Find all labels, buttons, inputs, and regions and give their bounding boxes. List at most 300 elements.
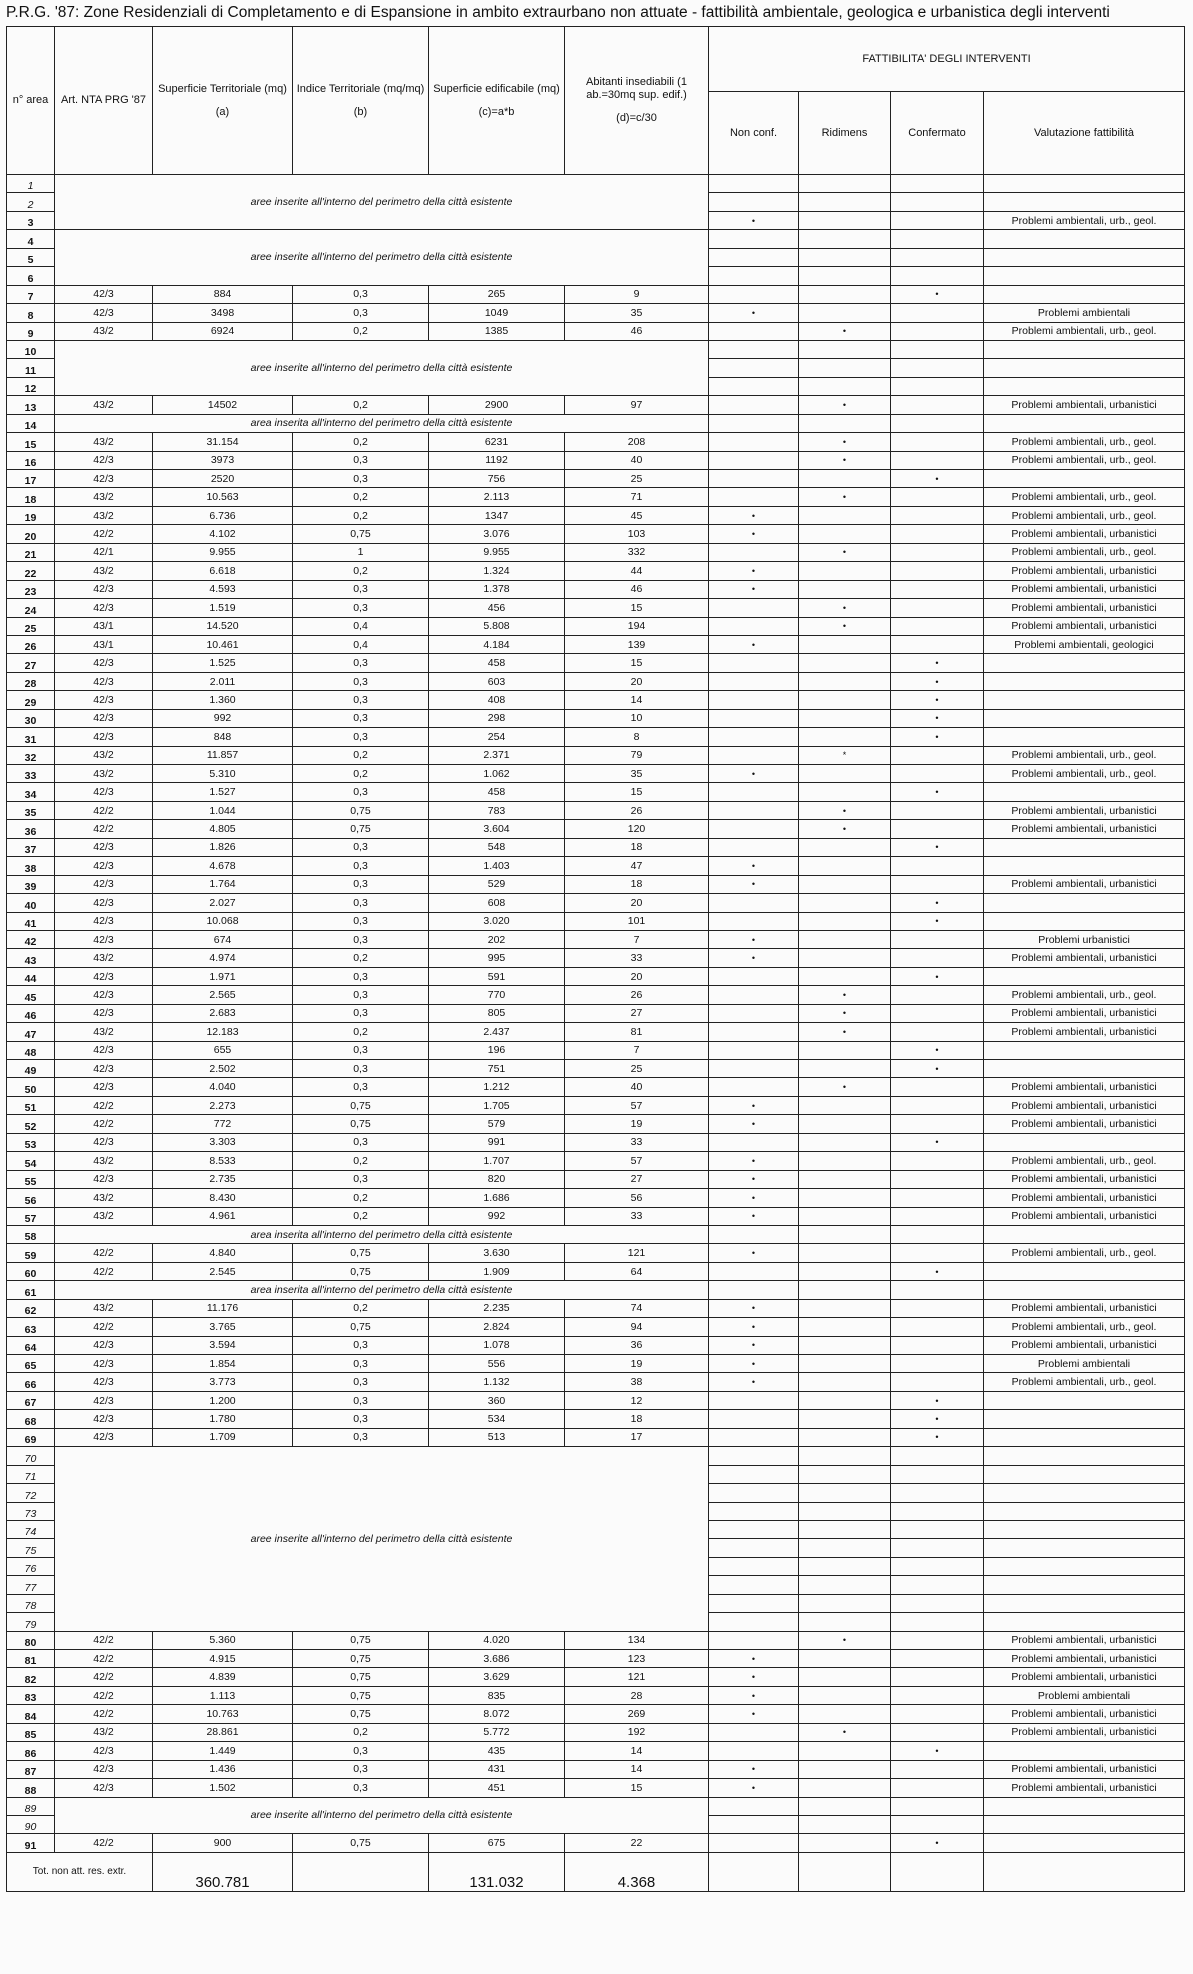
sup-edificabile-cell: 820	[429, 1170, 565, 1188]
valutazione-cell	[984, 1613, 1185, 1631]
art-nta-cell: 42/3	[55, 599, 153, 617]
sup-territoriale-cell: 1.502	[153, 1779, 293, 1797]
art-nta-cell: 42/3	[55, 783, 153, 801]
sup-territoriale-cell: 2.502	[153, 1060, 293, 1078]
header-indice-label: Indice Territoriale (mq/mq)	[296, 82, 425, 95]
table-row	[7, 1355, 1185, 1373]
ridimens-mark	[799, 1557, 891, 1575]
non-conf-mark	[709, 894, 799, 912]
indice-cell: 0,3	[293, 1410, 429, 1428]
valutazione-cell: Problemi ambientali, urbanistici	[984, 525, 1185, 543]
indice-cell: 0,3	[293, 857, 429, 875]
art-nta-cell: 43/2	[55, 1023, 153, 1041]
ridimens-mark	[799, 1189, 891, 1207]
indice-cell: 0,3	[293, 728, 429, 746]
table-body	[7, 175, 1185, 1853]
non-conf-mark	[709, 470, 799, 488]
sup-territoriale-cell: 772	[153, 1115, 293, 1133]
area-number: 55	[7, 1170, 55, 1188]
area-number: 52	[7, 1115, 55, 1133]
ridimens-mark	[799, 414, 891, 432]
sup-territoriale-cell: 9.955	[153, 543, 293, 561]
sup-territoriale-cell: 10.763	[153, 1705, 293, 1723]
sup-territoriale-cell: 1.519	[153, 599, 293, 617]
valutazione-cell	[984, 1742, 1185, 1760]
abitanti-cell: 81	[565, 1023, 709, 1041]
area-number: 89	[7, 1797, 55, 1815]
indice-cell: 0,2	[293, 488, 429, 506]
area-number: 87	[7, 1760, 55, 1778]
confermato-mark: •	[891, 912, 984, 930]
art-nta-cell: 42/3	[55, 1170, 153, 1188]
non-conf-mark: •	[709, 1668, 799, 1686]
confermato-mark	[891, 488, 984, 506]
art-nta-cell: 42/2	[55, 1705, 153, 1723]
totals-sup-territoriale: 360.781	[153, 1852, 293, 1891]
sup-territoriale-cell: 1.854	[153, 1355, 293, 1373]
sup-edificabile-cell: 1192	[429, 451, 565, 469]
valutazione-cell	[984, 1465, 1185, 1483]
indice-cell: 0,75	[293, 1686, 429, 1704]
area-number: 31	[7, 728, 55, 746]
valutazione-cell	[984, 1133, 1185, 1151]
confermato-mark: •	[891, 1410, 984, 1428]
sup-territoriale-cell: 2.683	[153, 1004, 293, 1022]
confermato-mark: •	[891, 967, 984, 985]
confermato-mark	[891, 193, 984, 211]
valutazione-cell: Problemi ambientali, urb., geol.	[984, 746, 1185, 764]
ridimens-mark	[799, 470, 891, 488]
ridimens-mark	[799, 1779, 891, 1797]
indice-cell: 0,3	[293, 1355, 429, 1373]
header-sup-territoriale-label: Superficie Territoriale (mq)	[158, 82, 287, 95]
table-row	[7, 1410, 1185, 1428]
confermato-mark: •	[891, 285, 984, 303]
confermato-mark	[891, 1594, 984, 1612]
table-row	[7, 433, 1185, 451]
confermato-mark	[891, 543, 984, 561]
sup-territoriale-cell: 2.545	[153, 1262, 293, 1280]
abitanti-cell: 46	[565, 322, 709, 340]
table-row	[7, 1686, 1185, 1704]
data-table	[6, 26, 1185, 1892]
non-conf-mark	[709, 1465, 799, 1483]
header-sup-edif-sub: (c)=a*b	[478, 105, 515, 118]
art-nta-cell: 42/2	[55, 1115, 153, 1133]
header-indice-territoriale	[293, 27, 429, 175]
area-number: 61	[7, 1281, 55, 1299]
valutazione-cell: Problemi ambientali, urbanistici	[984, 1760, 1185, 1778]
non-conf-mark: •	[709, 1760, 799, 1778]
art-nta-cell: 42/3	[55, 1355, 153, 1373]
confermato-mark: •	[891, 783, 984, 801]
non-conf-mark: •	[709, 506, 799, 524]
sup-territoriale-cell: 1.780	[153, 1410, 293, 1428]
confermato-mark	[891, 1613, 984, 1631]
confermato-mark	[891, 211, 984, 229]
non-conf-mark: •	[709, 580, 799, 598]
table-row	[7, 304, 1185, 322]
ridimens-mark	[799, 1281, 891, 1299]
abitanti-cell: 7	[565, 930, 709, 948]
ridimens-mark	[799, 1650, 891, 1668]
ridimens-mark: •	[799, 820, 891, 838]
indice-cell: 0,2	[293, 562, 429, 580]
valutazione-cell	[984, 912, 1185, 930]
area-number: 14	[7, 414, 55, 432]
indice-cell: 0,3	[293, 1041, 429, 1059]
table-row	[7, 765, 1185, 783]
area-number: 34	[7, 783, 55, 801]
sup-territoriale-cell: 4.839	[153, 1668, 293, 1686]
art-nta-cell: 42/1	[55, 543, 153, 561]
art-nta-cell: 42/3	[55, 728, 153, 746]
valutazione-cell: Problemi ambientali, urb., geol.	[984, 322, 1185, 340]
art-nta-cell: 43/2	[55, 949, 153, 967]
abitanti-cell: 94	[565, 1318, 709, 1336]
area-number: 33	[7, 765, 55, 783]
sup-territoriale-cell: 4.974	[153, 949, 293, 967]
table-row	[7, 488, 1185, 506]
area-number: 2	[7, 193, 55, 211]
area-number: 35	[7, 801, 55, 819]
area-number: 86	[7, 1742, 55, 1760]
confermato-mark: •	[891, 470, 984, 488]
sup-territoriale-cell: 3.765	[153, 1318, 293, 1336]
valutazione-cell: Problemi ambientali, urbanistici	[984, 1705, 1185, 1723]
indice-cell: 0,2	[293, 1152, 429, 1170]
area-number: 11	[7, 359, 55, 377]
valutazione-cell	[984, 654, 1185, 672]
sup-territoriale-cell: 10.068	[153, 912, 293, 930]
abitanti-cell: 40	[565, 1078, 709, 1096]
sup-territoriale-cell: 2.565	[153, 986, 293, 1004]
valutazione-cell: Problemi ambientali, urbanistici	[984, 1078, 1185, 1096]
area-number: 25	[7, 617, 55, 635]
area-number: 7	[7, 285, 55, 303]
indice-cell: 0,3	[293, 304, 429, 322]
non-conf-mark: •	[709, 949, 799, 967]
sup-territoriale-cell: 2.027	[153, 894, 293, 912]
confermato-mark	[891, 1189, 984, 1207]
non-conf-mark	[709, 672, 799, 690]
confermato-mark	[891, 230, 984, 248]
area-number: 81	[7, 1650, 55, 1668]
sup-edificabile-cell: 3.076	[429, 525, 565, 543]
abitanti-cell: 35	[565, 765, 709, 783]
art-nta-cell: 42/3	[55, 285, 153, 303]
table-row	[7, 635, 1185, 653]
confermato-mark: •	[891, 1391, 984, 1409]
sup-territoriale-cell: 4.678	[153, 857, 293, 875]
sup-edificabile-cell: 783	[429, 801, 565, 819]
header-sup-edif-label: Superficie edificabile (mq)	[433, 82, 560, 95]
table-row	[7, 1004, 1185, 1022]
sup-edificabile-cell: 451	[429, 1779, 565, 1797]
art-nta-cell: 42/3	[55, 930, 153, 948]
non-conf-mark	[709, 1078, 799, 1096]
non-conf-mark	[709, 1502, 799, 1520]
confermato-mark	[891, 1557, 984, 1575]
abitanti-cell: 15	[565, 1779, 709, 1797]
valutazione-cell: Problemi ambientali, geologici	[984, 635, 1185, 653]
confermato-mark	[891, 1502, 984, 1520]
sup-edificabile-cell: 6231	[429, 433, 565, 451]
confermato-mark	[891, 875, 984, 893]
area-number: 39	[7, 875, 55, 893]
non-conf-mark	[709, 1428, 799, 1446]
table-row	[7, 801, 1185, 819]
art-nta-cell: 42/3	[55, 875, 153, 893]
non-conf-mark	[709, 1262, 799, 1280]
art-nta-cell: 42/3	[55, 1760, 153, 1778]
header-valutazione: Valutazione fattibilità	[984, 92, 1185, 175]
valutazione-cell	[984, 1447, 1185, 1465]
indice-cell: 0,2	[293, 1207, 429, 1225]
art-nta-cell: 42/3	[55, 1742, 153, 1760]
ridimens-mark	[799, 1613, 891, 1631]
ridimens-mark	[799, 340, 891, 358]
ridimens-mark	[799, 248, 891, 266]
table-row	[7, 930, 1185, 948]
indice-cell: 0,2	[293, 1723, 429, 1741]
ridimens-mark	[799, 1668, 891, 1686]
area-number: 10	[7, 340, 55, 358]
sup-territoriale-cell: 3.594	[153, 1336, 293, 1354]
non-conf-mark: •	[709, 1207, 799, 1225]
confermato-mark	[891, 1152, 984, 1170]
table-row	[7, 875, 1185, 893]
abitanti-cell: 120	[565, 820, 709, 838]
ridimens-mark	[799, 377, 891, 395]
valutazione-cell	[984, 1520, 1185, 1538]
sup-edificabile-cell: 548	[429, 838, 565, 856]
table-row	[7, 986, 1185, 1004]
ridimens-mark	[799, 1318, 891, 1336]
table-row	[7, 1779, 1185, 1797]
abitanti-cell: 12	[565, 1391, 709, 1409]
indice-cell: 0,75	[293, 1834, 429, 1852]
valutazione-cell: Problemi ambientali, urbanistici	[984, 1115, 1185, 1133]
indice-cell: 0,75	[293, 1115, 429, 1133]
valutazione-cell	[984, 1225, 1185, 1243]
ridimens-mark	[799, 267, 891, 285]
sup-territoriale-cell: 884	[153, 285, 293, 303]
art-nta-cell: 42/2	[55, 801, 153, 819]
art-nta-cell: 42/3	[55, 451, 153, 469]
valutazione-cell: Problemi ambientali, urbanistici	[984, 1779, 1185, 1797]
ridimens-mark	[799, 783, 891, 801]
table-row	[7, 175, 1185, 193]
sup-edificabile-cell: 196	[429, 1041, 565, 1059]
table-row	[7, 599, 1185, 617]
valutazione-cell: Problemi ambientali, urbanistici	[984, 617, 1185, 635]
art-nta-cell: 43/2	[55, 1189, 153, 1207]
table-row	[7, 1152, 1185, 1170]
non-conf-mark	[709, 1723, 799, 1741]
non-conf-mark	[709, 1742, 799, 1760]
ridimens-mark	[799, 1742, 891, 1760]
sup-territoriale-cell: 3.303	[153, 1133, 293, 1151]
indice-cell: 0,3	[293, 709, 429, 727]
ridimens-mark	[799, 1244, 891, 1262]
non-conf-mark: •	[709, 1650, 799, 1668]
indice-cell: 0,3	[293, 1133, 429, 1151]
sup-territoriale-cell: 6924	[153, 322, 293, 340]
valutazione-cell: Problemi ambientali	[984, 1355, 1185, 1373]
valutazione-cell	[984, 470, 1185, 488]
indice-cell: 0,3	[293, 599, 429, 617]
art-nta-cell: 42/3	[55, 709, 153, 727]
indice-cell: 0,2	[293, 1299, 429, 1317]
valutazione-cell: Problemi ambientali, urbanistici	[984, 1189, 1185, 1207]
area-number: 27	[7, 654, 55, 672]
abitanti-cell: 9	[565, 285, 709, 303]
confermato-mark: •	[891, 1041, 984, 1059]
area-number: 44	[7, 967, 55, 985]
area-number: 17	[7, 470, 55, 488]
totals-abitanti: 4.368	[565, 1852, 709, 1891]
valutazione-cell	[984, 894, 1185, 912]
valutazione-cell	[984, 1576, 1185, 1594]
table-row	[7, 1133, 1185, 1151]
sup-territoriale-cell: 2.273	[153, 1096, 293, 1114]
area-number: 50	[7, 1078, 55, 1096]
abitanti-cell: 15	[565, 654, 709, 672]
sup-edificabile-cell: 1.132	[429, 1373, 565, 1391]
indice-cell: 0,3	[293, 838, 429, 856]
header-abitanti-sub: (d)=c/30	[616, 112, 657, 124]
sup-edificabile-cell: 2.824	[429, 1318, 565, 1336]
area-number: 80	[7, 1631, 55, 1649]
abitanti-cell: 47	[565, 857, 709, 875]
sup-territoriale-cell: 1.113	[153, 1686, 293, 1704]
confermato-mark	[891, 433, 984, 451]
ridimens-mark	[799, 1096, 891, 1114]
art-nta-cell: 43/2	[55, 488, 153, 506]
non-conf-mark	[709, 654, 799, 672]
non-conf-mark	[709, 1060, 799, 1078]
art-nta-cell: 42/2	[55, 1631, 153, 1649]
abitanti-cell: 19	[565, 1115, 709, 1133]
indice-cell: 0,3	[293, 1428, 429, 1446]
indice-cell: 0,2	[293, 765, 429, 783]
confermato-mark	[891, 1004, 984, 1022]
valutazione-cell	[984, 1834, 1185, 1852]
indice-cell: 0,4	[293, 617, 429, 635]
table-row	[7, 1631, 1185, 1649]
ridimens-mark	[799, 1520, 891, 1538]
valutazione-cell: Problemi ambientali, urbanistici	[984, 396, 1185, 414]
confermato-mark: •	[891, 728, 984, 746]
art-nta-cell: 42/3	[55, 672, 153, 690]
art-nta-cell: 43/2	[55, 562, 153, 580]
area-number: 70	[7, 1447, 55, 1465]
area-number: 40	[7, 894, 55, 912]
confermato-mark: •	[891, 691, 984, 709]
sup-territoriale-cell: 6.618	[153, 562, 293, 580]
abitanti-cell: 36	[565, 1336, 709, 1354]
sup-territoriale-cell: 31.154	[153, 433, 293, 451]
non-conf-mark	[709, 1281, 799, 1299]
confermato-mark	[891, 1631, 984, 1649]
sup-territoriale-cell: 3498	[153, 304, 293, 322]
art-nta-cell: 42/2	[55, 1262, 153, 1280]
area-number: 16	[7, 451, 55, 469]
sup-edificabile-cell: 529	[429, 875, 565, 893]
indice-cell: 0,3	[293, 1078, 429, 1096]
confermato-mark: •	[891, 709, 984, 727]
sup-edificabile-cell: 298	[429, 709, 565, 727]
table-row	[7, 1078, 1185, 1096]
confermato-mark	[891, 377, 984, 395]
non-conf-mark	[709, 801, 799, 819]
indice-cell: 0,3	[293, 1760, 429, 1778]
sup-edificabile-cell: 2900	[429, 396, 565, 414]
valutazione-cell	[984, 1391, 1185, 1409]
confermato-mark: •	[891, 1742, 984, 1760]
confermato-mark	[891, 1207, 984, 1225]
ridimens-mark	[799, 580, 891, 598]
indice-cell: 0,3	[293, 691, 429, 709]
non-conf-mark	[709, 820, 799, 838]
abitanti-cell: 44	[565, 562, 709, 580]
non-conf-mark	[709, 1576, 799, 1594]
art-nta-cell: 43/2	[55, 746, 153, 764]
area-number: 56	[7, 1189, 55, 1207]
non-conf-mark	[709, 267, 799, 285]
area-number: 24	[7, 599, 55, 617]
table-row	[7, 580, 1185, 598]
valutazione-cell	[984, 1539, 1185, 1557]
table-row	[7, 967, 1185, 985]
ridimens-mark	[799, 1060, 891, 1078]
area-number: 18	[7, 488, 55, 506]
sup-territoriale-cell: 848	[153, 728, 293, 746]
valutazione-cell	[984, 857, 1185, 875]
ridimens-mark	[799, 1355, 891, 1373]
table-row	[7, 1797, 1185, 1815]
confermato-mark	[891, 1723, 984, 1741]
non-conf-mark: •	[709, 1779, 799, 1797]
area-number: 69	[7, 1428, 55, 1446]
sup-territoriale-cell: 1.971	[153, 967, 293, 985]
art-nta-cell: 42/3	[55, 838, 153, 856]
non-conf-mark: •	[709, 1244, 799, 1262]
sup-edificabile-cell: 9.955	[429, 543, 565, 561]
art-nta-cell: 43/2	[55, 765, 153, 783]
ridimens-mark	[799, 1428, 891, 1446]
indice-cell: 0,75	[293, 1318, 429, 1336]
ridimens-mark	[799, 304, 891, 322]
valutazione-cell	[984, 193, 1185, 211]
abitanti-cell: 27	[565, 1004, 709, 1022]
confermato-mark	[891, 1170, 984, 1188]
ridimens-mark	[799, 1686, 891, 1704]
table-row	[7, 691, 1185, 709]
valutazione-cell: Problemi ambientali, urbanistici	[984, 1631, 1185, 1649]
valutazione-cell: Problemi ambientali, urb., geol.	[984, 1318, 1185, 1336]
ridimens-mark	[799, 1391, 891, 1409]
merged-note: aree inserite all'interno del perimetro della città esistente	[55, 230, 709, 285]
non-conf-mark	[709, 783, 799, 801]
table-row	[7, 1281, 1185, 1299]
non-conf-mark: •	[709, 304, 799, 322]
confermato-mark	[891, 1797, 984, 1815]
non-conf-mark	[709, 1447, 799, 1465]
confermato-mark	[891, 562, 984, 580]
sup-edificabile-cell: 254	[429, 728, 565, 746]
